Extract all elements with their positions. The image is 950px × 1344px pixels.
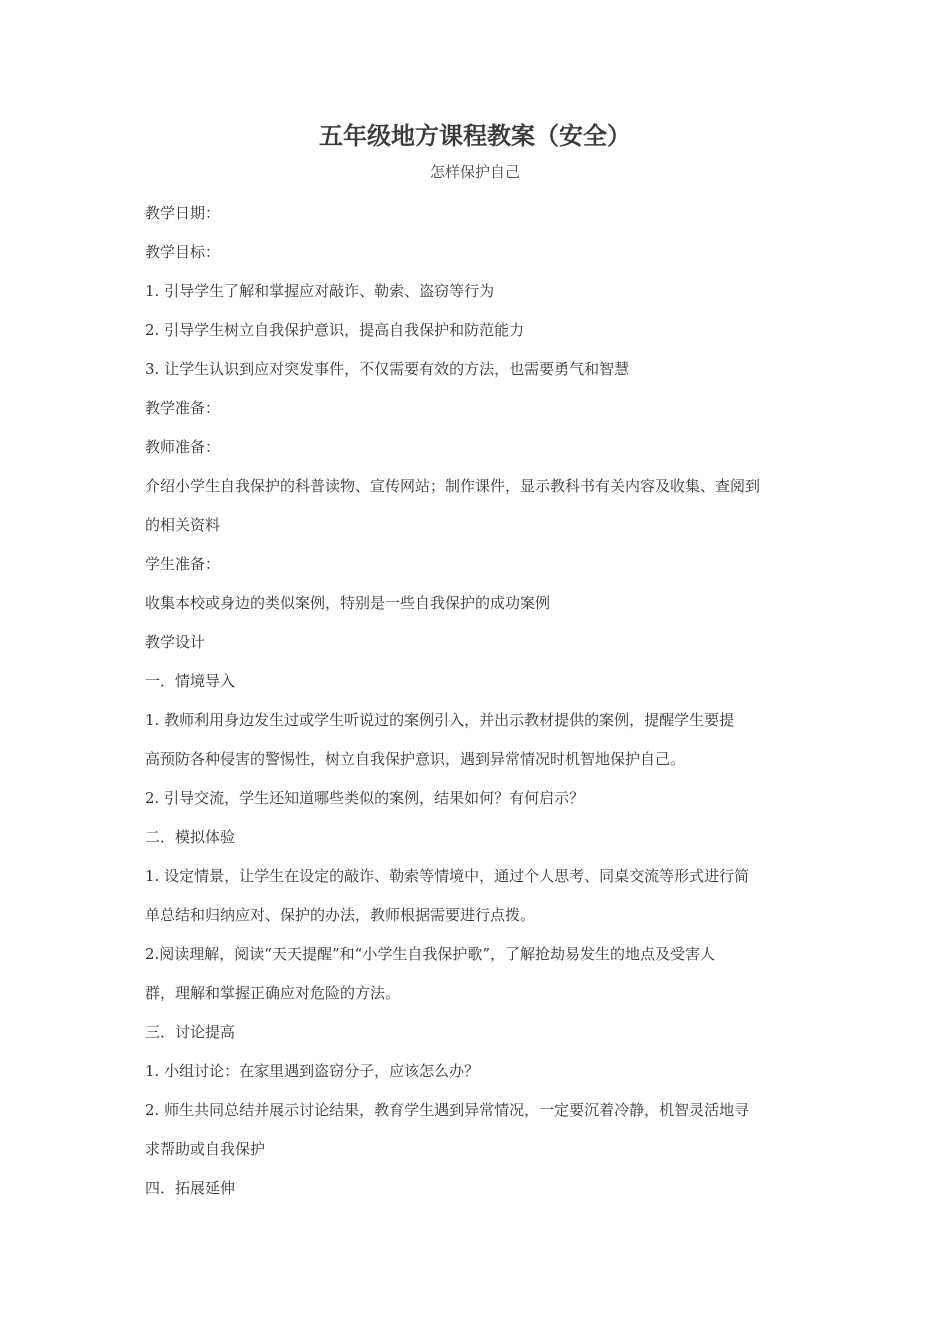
teaching-design-label: 教学设计: [145, 633, 206, 651]
teacher-prep-label: 教师准备：: [145, 438, 221, 456]
document-subtitle: 怎样保护自己: [429, 163, 520, 181]
student-prep-text: 收集本校或身边的类似案例，特别是一些自我保护的成功案例: [145, 594, 551, 612]
section-heading: 二．模拟体验: [145, 828, 236, 846]
student-prep-label: 学生准备：: [145, 555, 221, 573]
teaching-prep-label: 教学准备：: [145, 399, 221, 417]
section-item: 1. 教师利用身边发生过或学生听说过的案例引入，并出示教材提供的案例，提醒学生要提: [145, 711, 735, 729]
document-title: 五年级地方课程教案（安全）: [319, 121, 631, 150]
teaching-date: 教学日期：: [145, 204, 221, 222]
section-item: 群，理解和掌握正确应对危险的方法。: [145, 984, 401, 1002]
section-heading: 四．拓展延伸: [145, 1179, 236, 1197]
section-item: 2.阅读理解，阅读“天天提醒”和“小学生自我保护歌”，了解抢劫易发生的地点及受害人: [145, 945, 715, 963]
section-heading: 一．情境导入: [145, 672, 236, 690]
section-item: 2. 引导交流，学生还知道哪些类似的案例，结果如何？有何启示？: [145, 789, 585, 807]
section-item: 高预防各种侵害的警惕性，树立自我保护意识，遇到异常情况时机智地保护自己。: [145, 750, 686, 768]
teacher-prep-text: 介绍小学生自我保护的科普读物、宣传网站；制作课件，显示教科书有关内容及收集、查阅到: [145, 477, 761, 495]
section-item: 1. 设定情景，让学生在设定的敲诈、勒索等情境中，通过个人思考、同桌交流等形式进行简: [145, 867, 750, 885]
document-body: [145, 194, 810, 1208]
teacher-prep-text: 的相关资料: [145, 516, 221, 534]
section-item: 求帮助或自我保护: [145, 1140, 266, 1158]
section-item: 1. 小组讨论：在家里遇到盗窃分子，应该怎么办？: [145, 1062, 480, 1080]
section-item: 单总结和归纳应对、保护的办法，教师根据需要进行点拨。: [145, 906, 536, 924]
goal-item: 3. 让学生认识到应对突发事件，不仅需要有效的方法，也需要勇气和智慧: [145, 360, 630, 378]
section-item: 2. 师生共同总结并展示讨论结果，教育学生遇到异常情况，一定要沉着冷静，机智灵活地寻: [145, 1101, 750, 1119]
teaching-goals-label: 教学目标：: [145, 243, 221, 261]
section-heading: 三．讨论提高: [145, 1023, 236, 1041]
goal-item: 2. 引导学生树立自我保护意识，提高自我保护和防范能力: [145, 321, 525, 339]
goal-item: 1. 引导学生了解和掌握应对敲诈、勒索、盗窃等行为: [145, 282, 495, 300]
